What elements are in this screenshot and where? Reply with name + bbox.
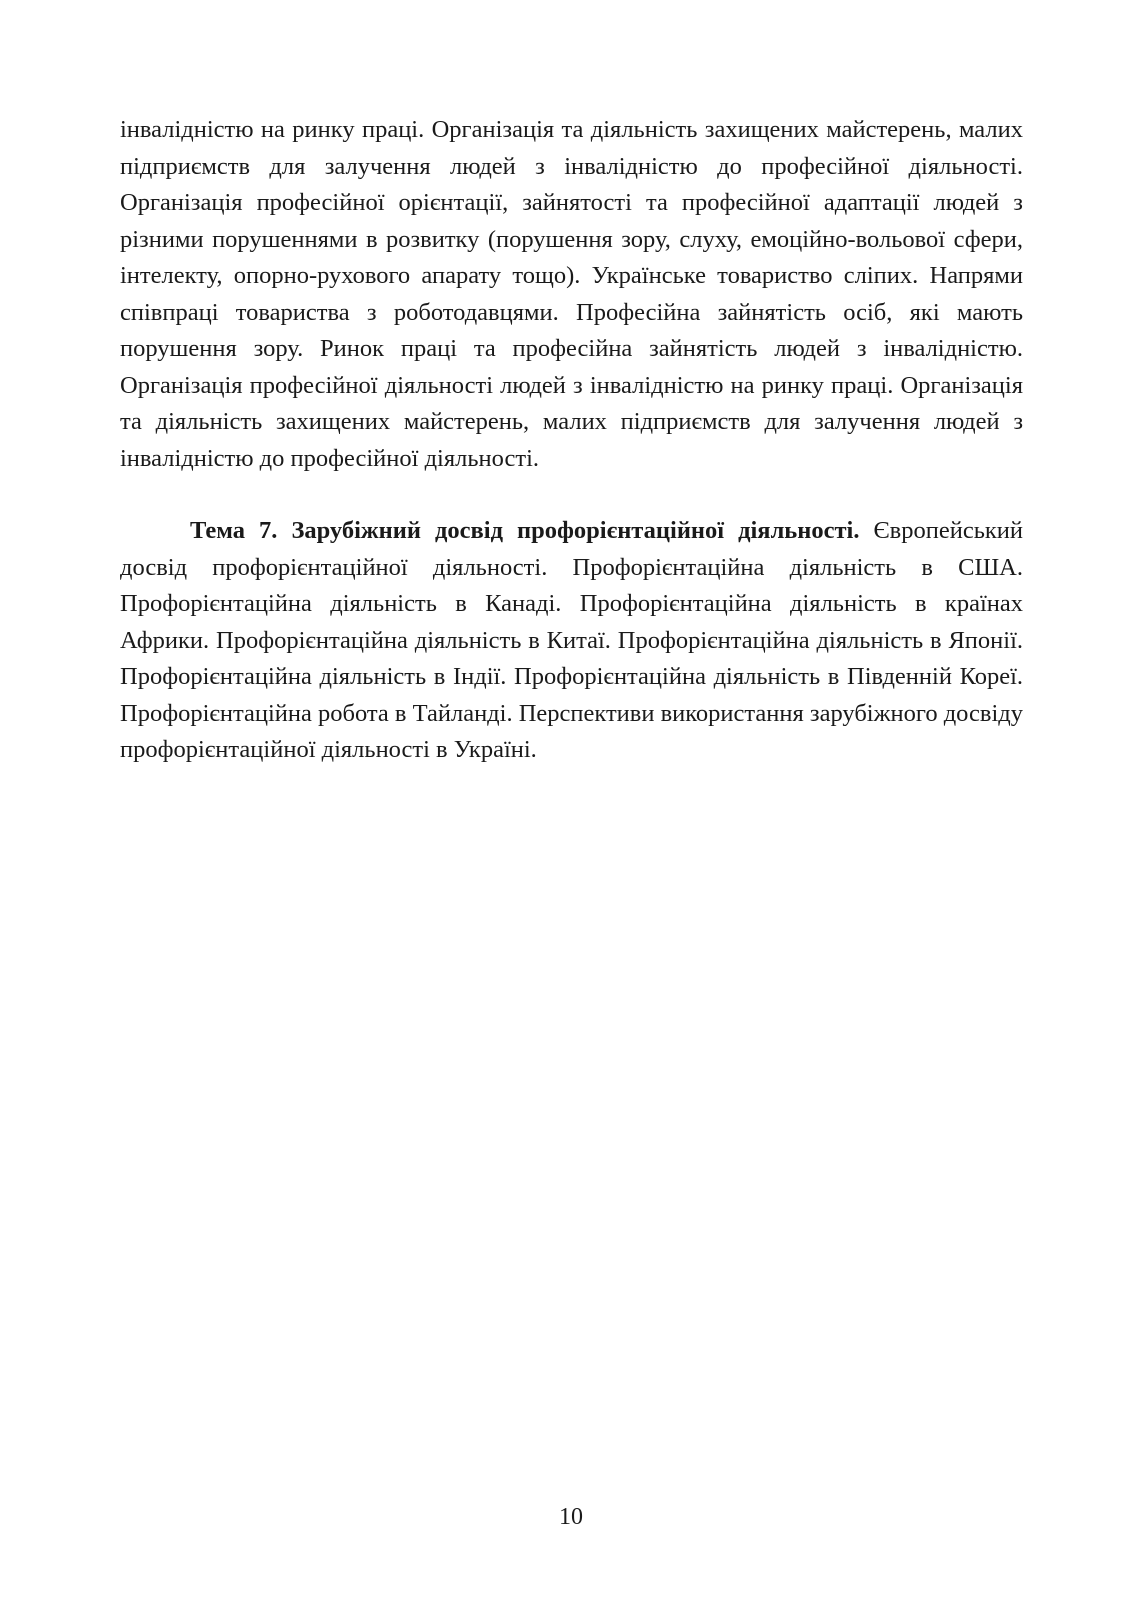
topic-paragraph	[120, 513, 1023, 769]
body-paragraph: інвалідністю на ринку праці. Організація та діяльність захищених майстерень, малих підприємств для залучення людей з інвалідністю до професійної діяльності. Організація професійної орієнтації, зайнятості та професійної адаптації людей з різними порушеннями в розвитку (порушення зору, слуху, емоційно-вольової сфери, інтелекту, опорно-рухового апарату тощо). Українське товариство сліпих. Напрями співпраці товариства з роботодавцями. Професійна зайнятість осіб, які мають порушення зору. Ринок праці та професійна зайнятість людей з інвалідністю. Організація професійної діяльності людей з інвалідністю на ринку праці. Організація та діяльність захищених майстерень, малих підприємств для залучення людей з інвалідністю до професійної діяльності.	[120, 116, 1023, 472]
topic-title: Тема 7. Зарубіжний досвід профорієнтаційної діяльності.	[190, 517, 860, 544]
topic-body: Європейський досвід профорієнтаційної діяльності. Профорієнтаційна діяльність в США. Профорієнтаційна діяльність в Канаді. Профорієнтаційна діяльність в країнах Африки. Профорієнтаційна діяльність в Китаї. Профорієнтаційна діяльність в Японії. Профорієнтаційна діяльність в Індії. Профорієнтаційна діяльність в Південній Кореї. Профорієнтаційна робота в Тайланді. Перспективи використання зарубіжного досвіду профорієнтаційної діяльності в Україні.	[120, 517, 1024, 763]
document-page	[120, 112, 1023, 769]
page-number: 10	[559, 1504, 583, 1530]
